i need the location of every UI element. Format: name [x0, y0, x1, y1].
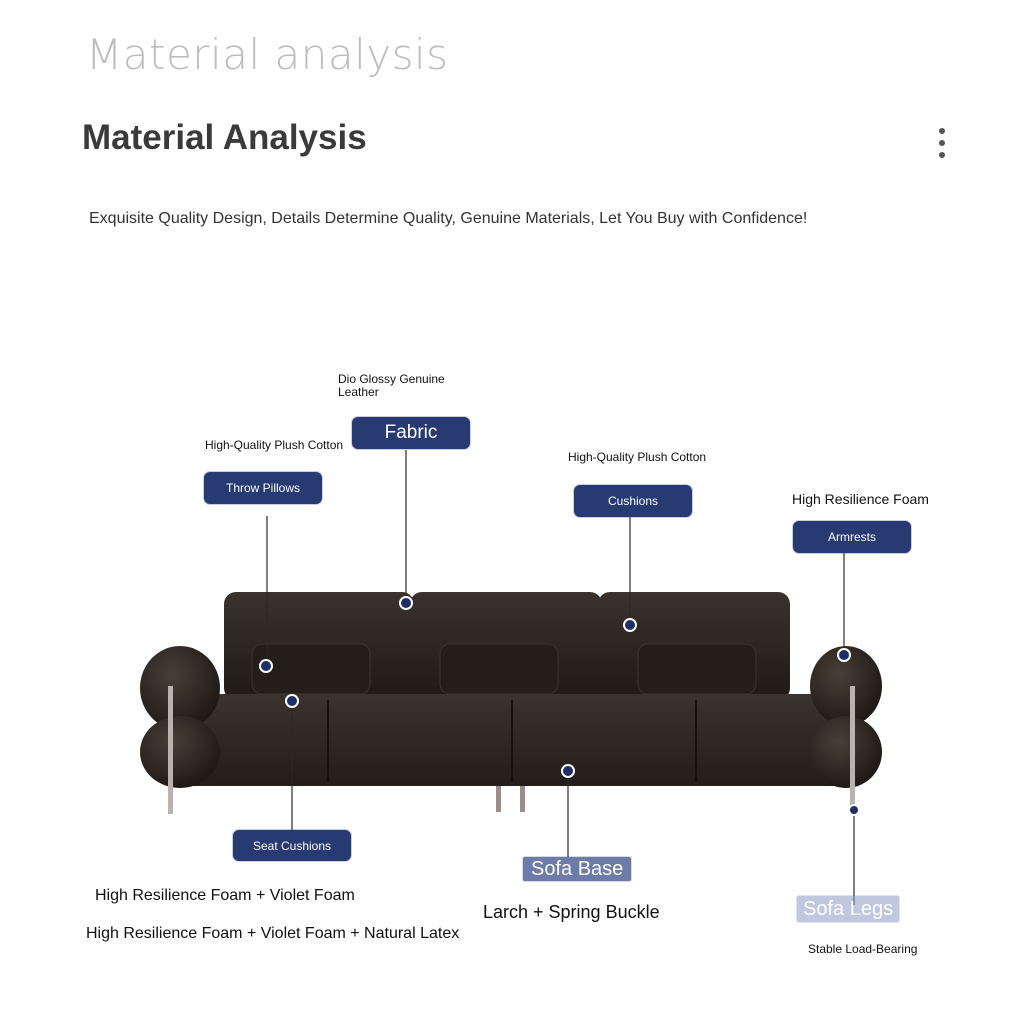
page-title: Material Analysis — [82, 118, 367, 157]
armrests-tag: Armrests — [793, 521, 911, 553]
right-armrest-roll — [810, 716, 882, 788]
page-subtitle: Exquisite Quality Design, Details Determine Quality, Genuine Materials, Let You Buy with Confidence! — [89, 210, 808, 227]
sofa-base-material-label: Larch + Spring Buckle — [483, 902, 660, 922]
sofa-base-tag: Sofa Base — [523, 857, 631, 881]
fabric-tag: Fabric — [352, 417, 470, 449]
armrests-material-label: High Resilience Foam — [792, 491, 929, 507]
left-leg — [168, 686, 173, 814]
seat-cushions-material-1: High Resilience Foam + Violet Foam — [95, 887, 355, 904]
marker-fabric — [400, 597, 412, 609]
throw-pillows-tag: Throw Pillows — [204, 472, 322, 504]
throw-pillows-material-label: High-Quality Plush Cotton — [205, 438, 344, 452]
marker-sofa-base — [562, 765, 574, 777]
left-armrest-roll — [140, 716, 220, 788]
marker-armrests — [838, 649, 850, 661]
marker-throw-pillows — [260, 660, 272, 672]
cushions-material-label: High-Quality Plush Cotton — [568, 450, 707, 464]
marker-seat-cushions — [286, 695, 298, 707]
marker-sofa-legs — [849, 805, 859, 815]
seat-cushions-material-2: High Resilience Foam + Violet Foam + Natural Latex — [86, 925, 460, 942]
fabric-material-label: Dio Glossy Genuine Leather — [338, 372, 445, 399]
throw-pillow — [638, 644, 756, 694]
right-leg — [850, 686, 855, 806]
cushions-tag: Cushions — [574, 485, 692, 517]
sofa-legs-material-label: Stable Load-Bearing — [808, 942, 918, 956]
seat-cushions-tag: Seat Cushions — [233, 830, 351, 861]
watermark-title: Material analysis — [86, 30, 449, 79]
sofa-legs-tag: Sofa Legs — [797, 896, 899, 922]
seat-base — [168, 694, 848, 786]
marker-cushions — [624, 619, 636, 631]
throw-pillow — [440, 644, 558, 694]
